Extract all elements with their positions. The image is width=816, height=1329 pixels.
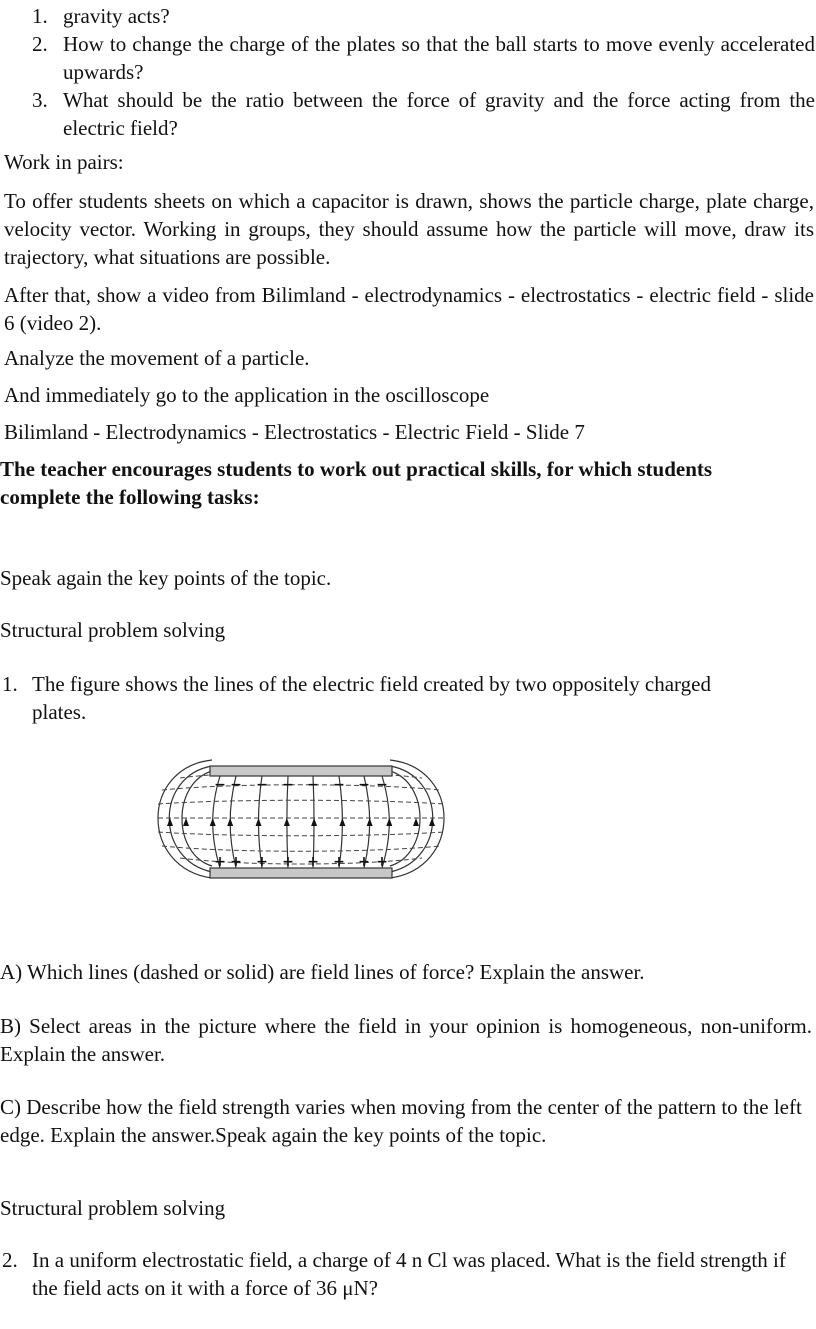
negative-charge-sign: − [282,777,294,793]
list-item: How to change the charge of the plates so that the ball starts to move evenly accelerated upwards? [63,32,815,84]
field-line-right-mid [390,766,433,872]
work-in-pairs-heading: Work in pairs: [4,150,124,174]
paragraph-analyze: Analyze the movement of a particle. [4,346,310,370]
paragraph-immediately: And immediately go to the application in the oscilloscope [4,383,490,407]
positive-charge-sign: + [214,854,226,870]
field-arrow [227,818,233,826]
task-text: In a uniform electrostatic field, a charge of 4 n Cl was placed. What is the field strength if the field acts on it with a force of 36 μN? [32,1248,786,1300]
question-c: C) Describe how the field strength varies when moving from the center of the pattern to the left edge. Explain the answer.Speak again the key points of the topic. [0,1095,802,1147]
positive-charge-sign: + [307,854,319,870]
task-number: 1. [2,672,18,696]
equipotential-lines [158,772,444,864]
negative-charge-sign: − [358,777,370,793]
paragraph-video: After that, show a video from Bilimland - electrodynamics - electrostatics - electric field - slide 6 (video 2). [4,283,814,335]
speak-again-1: Speak again the key points of the topic. [0,566,332,590]
field-arrow [413,818,419,826]
negative-charge-sign: − [376,777,388,793]
list-number: 3. [32,88,48,112]
positive-charge-sign: + [230,854,242,870]
structural-problem-heading-2: Structural problem solving [0,1196,226,1220]
task-number: 2. [2,1248,18,1272]
paragraph-bilimland: Bilimland - Electrodynamics - Electrostatics - Electric Field - Slide 7 [4,420,585,444]
question-b: B) Select areas in the picture where the field in your opinion is homogeneous, non-uniform. Explain the answer. [0,1014,812,1066]
question-a: A) Which lines (dashed or solid) are field lines of force? Explain the answer. [0,960,645,984]
field-lines-figure [150,738,450,900]
field-arrow [311,818,317,826]
list-number: 2. [32,32,48,56]
negative-charge-sign: − [214,777,226,793]
negative-charge-sign: − [230,777,242,793]
negative-charge-sign: − [333,777,345,793]
structural-problem-heading-1: Structural problem solving [0,618,226,642]
positive-charge-sign: + [333,854,345,870]
positive-charge-sign: + [376,854,388,870]
field-arrow [284,818,290,826]
positive-charge-sign: + [358,854,370,870]
paragraph-offer: To offer students sheets on which a capacitor is drawn, shows the particle charge, plate charge, velocity vector. Working in groups, they should assume how the particle will move, draw its trajectory, what situations are possible. [4,189,814,269]
field-line-left-mid [169,766,212,872]
teacher-instruction: The teacher encourages students to work out practical skills, for which students complete the following tasks: [0,457,713,509]
field-arrow [167,818,173,826]
top-plate [210,766,392,776]
negative-charge-sign: − [256,777,268,793]
field-arrow [429,818,435,826]
task-text: The figure shows the lines of the electric field created by two oppositely charged plates. [32,672,711,724]
field-arrow [255,818,261,826]
field-arrow [367,818,373,826]
positive-charge-sign: + [256,854,268,870]
field-arrow [339,818,345,826]
list-item: gravity acts? [63,4,170,28]
field-arrow [210,818,216,826]
list-number: 1. [32,4,48,28]
positive-charge-sign: + [282,854,294,870]
field-arrow [386,818,392,826]
list-item: What should be the ratio between the force of gravity and the force acting from the electric field? [63,88,815,140]
negative-charge-sign: − [307,777,319,793]
field-arrow [183,818,189,826]
